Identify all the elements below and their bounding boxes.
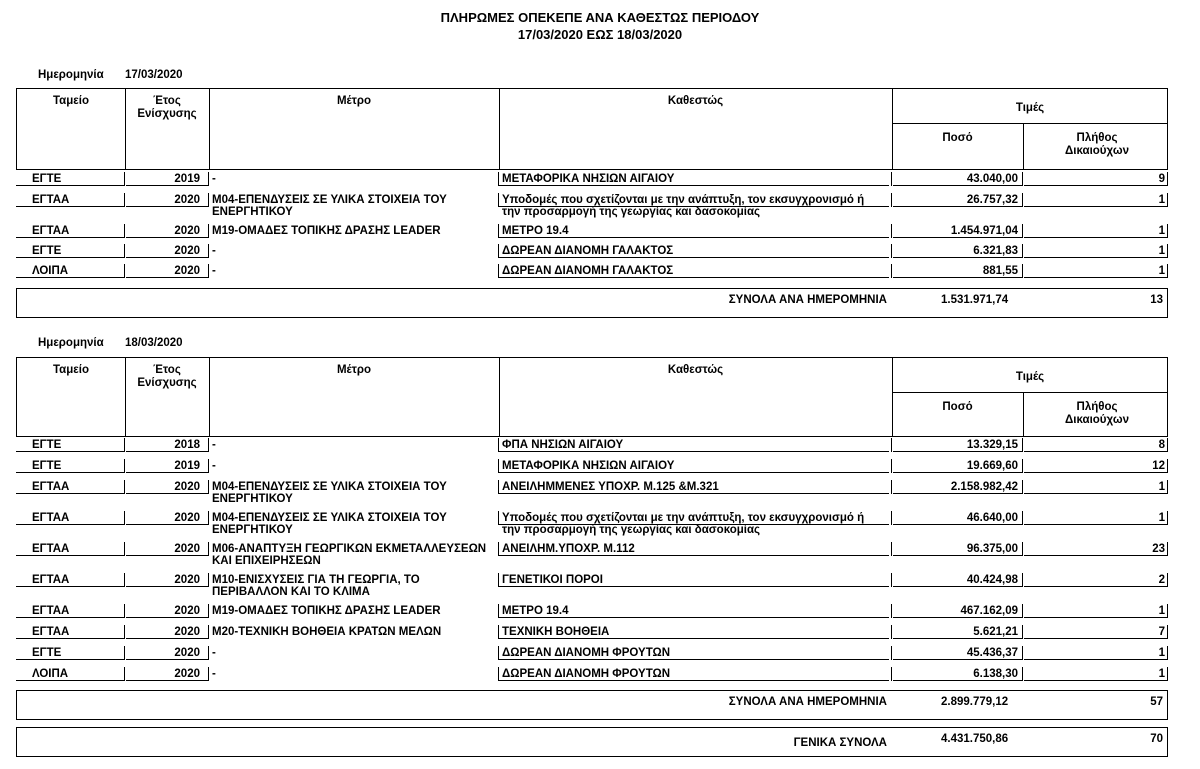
cell-tameio: ΕΓΤΑΑ	[32, 194, 70, 206]
table-row	[16, 224, 1168, 238]
cell-etos: 2020	[174, 605, 200, 617]
cell-kathestos: ΜΕΤΑΦΟΡΙΚΑ ΝΗΣΙΩΝ ΑΙΓΑΙΟΥ	[502, 460, 675, 472]
total-label: ΣΥΝΟΛΑ ΑΝΑ ΗΜΕΡΟΜΗΝΙΑ	[728, 294, 887, 306]
header-metro: Μέτρο	[336, 364, 372, 376]
cell-poso: 467.162,09	[960, 605, 1018, 617]
cell-kathestos: ΔΩΡΕΑΝ ΔΙΑΝΟΜΗ ΦΡΟΥΤΩΝ	[502, 668, 671, 680]
section-date-value: 17/03/2020	[125, 69, 183, 81]
cell-metro: Μ19-ΟΜΑΔΕΣ ΤΟΠΙΚΗΣ ΔΡΑΣΗΣ LEADER	[212, 225, 441, 237]
cell-plithos: 1	[1158, 647, 1165, 659]
cell-tameio: ΕΓΤΕ	[32, 245, 62, 257]
cell-tameio: ΕΓΤΑΑ	[32, 225, 70, 237]
header-tameio: Ταμείο	[53, 364, 89, 376]
cell-poso: 46.640,00	[966, 512, 1018, 524]
cell-tameio: ΛΟΙΠΑ	[32, 668, 69, 680]
cell-poso: 5.621,21	[973, 626, 1018, 638]
header-poso: Ποσό	[942, 401, 973, 413]
cell-poso: 881,55	[982, 265, 1018, 277]
cell-poso: 1.454.971,04	[950, 225, 1018, 237]
cell-plithos: 1	[1158, 265, 1165, 277]
cell-plithos: 7	[1158, 626, 1165, 638]
table-row	[16, 264, 1168, 278]
header-metro: Μέτρο	[336, 95, 372, 107]
date-label: Ημερομηνία	[38, 69, 104, 81]
cell-metro: -	[212, 647, 216, 659]
cell-etos: 2020	[174, 265, 200, 277]
header-kathestos: Καθεστώς	[667, 364, 724, 376]
cell-tameio: ΕΓΤΕ	[32, 460, 62, 472]
cell-tameio: ΕΓΤΑΑ	[32, 543, 70, 555]
cell-kathestos: ΓΕΝΕΤΙΚΟΙ ΠΟΡΟΙ	[502, 574, 603, 586]
cell-metro: -	[212, 460, 216, 472]
cell-tameio: ΕΓΤΑΑ	[32, 626, 70, 638]
cell-metro: -	[212, 668, 216, 680]
cell-poso: 96.375,00	[966, 543, 1018, 555]
cell-kathestos: ΤΕΧΝΙΚΗ ΒΟΗΘΕΙΑ	[502, 626, 610, 638]
section-total	[16, 288, 1168, 318]
cell-plithos: 23	[1152, 543, 1165, 555]
cell-poso: 13.329,15	[966, 439, 1018, 451]
grand-total-plithos: 70	[1150, 733, 1163, 745]
total-plithos: 13	[1150, 294, 1163, 306]
cell-poso: 19.669,60	[966, 460, 1018, 472]
table-row	[16, 646, 1168, 660]
header-tameio: Ταμείο	[53, 95, 89, 107]
total-plithos: 57	[1150, 696, 1163, 708]
section-total	[16, 690, 1168, 720]
header-times: Τιμές	[1015, 102, 1045, 114]
section-date-line	[38, 69, 183, 81]
total-poso: 1.531.971,74	[941, 294, 1009, 306]
header-kathestos: Καθεστώς	[667, 95, 724, 107]
table-row	[16, 193, 1168, 221]
header-poso: Ποσό	[942, 132, 973, 144]
cell-etos: 2020	[174, 647, 200, 659]
header-plithos: Πλήθος Δικαιούχων	[1065, 401, 1129, 426]
cell-poso: 43.040,00	[966, 173, 1018, 185]
total-poso: 2.899.779,12	[941, 696, 1009, 708]
grand-total	[16, 727, 1168, 757]
grand-total-label: ΓΕΝΙΚΑ ΣΥΝΟΛΑ	[793, 737, 887, 749]
cell-kathestos: ΑΝΕΙΛΗΜ.ΥΠΟΧΡ. Μ.112	[502, 543, 635, 555]
table-row	[16, 244, 1168, 258]
cell-metro: Μ04-ΕΠΕΝΔΥΣΕΙΣ ΣΕ ΥΛΙΚΑ ΣΤΟΙΧΕΙΑ ΤΟΥ ΕΝΕΡΓΗΤΙΚΟΥ	[212, 481, 447, 505]
grand-total-poso: 4.431.750,86	[941, 733, 1009, 745]
cell-etos: 2020	[174, 194, 200, 206]
cell-etos: 2020	[174, 574, 200, 586]
cell-kathestos: Υποδομές που σχετίζονται με την ανάπτυξη, τον εκσυγχρονισμό ή την προσαρμογή της γεωργίας και δασοκομίας	[502, 194, 865, 218]
cell-poso: 6.321,83	[973, 245, 1018, 257]
cell-plithos: 12	[1152, 460, 1165, 472]
cell-tameio: ΕΓΤΕ	[32, 647, 62, 659]
cell-metro: Μ06-ΑΝΑΠΤΥΞΗ ΓΕΩΡΓΙΚΩΝ ΕΚΜΕΤΑΛΛΕΥΣΕΩΝ ΚΑΙ ΕΠΙΧΕΙΡΗΣΕΩΝ	[212, 543, 487, 567]
section-date-value: 18/03/2020	[125, 337, 183, 349]
table-row	[16, 573, 1168, 601]
cell-kathestos: ΔΩΡΕΑΝ ΔΙΑΝΟΜΗ ΦΡΟΥΤΩΝ	[502, 647, 671, 659]
report-title: ΠΛΗΡΩΜΕΣ ΟΠΕΚΕΠΕ ΑΝΑ ΚΑΘΕΣΤΩΣ ΠΕΡΙΟΔΟΥ	[440, 10, 760, 25]
table-header	[16, 357, 1168, 437]
cell-etos: 2018	[174, 439, 200, 451]
cell-plithos: 8	[1158, 439, 1165, 451]
cell-etos: 2020	[174, 543, 200, 555]
cell-kathestos: ΦΠΑ ΝΗΣΙΩΝ ΑΙΓΑΙΟΥ	[502, 439, 624, 451]
cell-etos: 2020	[174, 626, 200, 638]
table-row	[16, 604, 1168, 618]
table-header	[16, 88, 1168, 170]
header-plithos: Πλήθος Δικαιούχων	[1065, 132, 1129, 157]
cell-kathestos: ΔΩΡΕΑΝ ΔΙΑΝΟΜΗ ΓΑΛΑΚΤΟΣ	[502, 245, 674, 257]
cell-metro: -	[212, 265, 216, 277]
total-label: ΣΥΝΟΛΑ ΑΝΑ ΗΜΕΡΟΜΗΝΙΑ	[728, 696, 887, 708]
cell-poso: 45.436,37	[966, 647, 1018, 659]
cell-metro: Μ19-ΟΜΑΔΕΣ ΤΟΠΙΚΗΣ ΔΡΑΣΗΣ LEADER	[212, 605, 441, 617]
cell-kathestos: ΜΕΤΡΟ 19.4	[502, 225, 569, 237]
cell-plithos: 1	[1158, 194, 1165, 206]
cell-tameio: ΕΓΤΑΑ	[32, 574, 70, 586]
cell-etos: 2020	[174, 512, 200, 524]
report-period: 17/03/2020 ΕΩΣ 18/03/2020	[517, 27, 683, 42]
cell-metro: -	[212, 439, 216, 451]
cell-plithos: 1	[1158, 668, 1165, 680]
cell-kathestos: Υποδομές που σχετίζονται με την ανάπτυξη, τον εκσυγχρονισμό ή την προσαρμογή της γεωργίας και δασοκομίας	[502, 512, 865, 536]
cell-kathestos: ΜΕΤΑΦΟΡΙΚΑ ΝΗΣΙΩΝ ΑΙΓΑΙΟΥ	[502, 173, 675, 185]
cell-metro: Μ20-ΤΕΧΝΙΚΗ ΒΟΗΘΕΙΑ ΚΡΑΤΩΝ ΜΕΛΩΝ	[212, 626, 442, 638]
cell-kathestos: ΑΝΕΙΛΗΜΜΕΝΕΣ ΥΠΟΧΡ. Μ.125 &Μ.321	[502, 481, 719, 493]
cell-etos: 2020	[174, 245, 200, 257]
cell-metro: Μ04-ΕΠΕΝΔΥΣΕΙΣ ΣΕ ΥΛΙΚΑ ΣΤΟΙΧΕΙΑ ΤΟΥ ΕΝΕΡΓΗΤΙΚΟΥ	[212, 194, 447, 218]
cell-etos: 2019	[174, 173, 200, 185]
cell-poso: 6.138,30	[973, 668, 1018, 680]
cell-metro: Μ04-ΕΠΕΝΔΥΣΕΙΣ ΣΕ ΥΛΙΚΑ ΣΤΟΙΧΕΙΑ ΤΟΥ ΕΝΕΡΓΗΤΙΚΟΥ	[212, 512, 447, 536]
cell-plithos: 1	[1158, 481, 1165, 493]
table-row	[16, 625, 1168, 639]
cell-metro: Μ10-ΕΝΙΣΧΥΣΕΙΣ ΓΙΑ ΤΗ ΓΕΩΡΓΙΑ, ΤΟ ΠΕΡΙΒΑΛΛΟΝ ΚΑΙ ΤΟ ΚΛΙΜΑ	[212, 574, 420, 598]
table-row	[16, 667, 1168, 681]
cell-metro: -	[212, 173, 216, 185]
cell-poso: 2.158.982,42	[950, 481, 1018, 493]
table-row	[16, 542, 1168, 570]
cell-tameio: ΕΓΤΑΑ	[32, 481, 70, 493]
header-etos: Έτος Ενίσχυσης	[137, 95, 197, 120]
table-row	[16, 438, 1168, 452]
date-label: Ημερομηνία	[38, 337, 104, 349]
table-row	[16, 511, 1168, 539]
cell-plithos: 1	[1158, 605, 1165, 617]
table-row	[16, 459, 1168, 473]
cell-plithos: 1	[1158, 512, 1165, 524]
table-row	[16, 172, 1168, 186]
cell-plithos: 1	[1158, 225, 1165, 237]
cell-kathestos: ΜΕΤΡΟ 19.4	[502, 605, 569, 617]
cell-tameio: ΕΓΤΑΑ	[32, 512, 70, 524]
cell-etos: 2019	[174, 460, 200, 472]
cell-metro: -	[212, 245, 216, 257]
cell-plithos: 1	[1158, 245, 1165, 257]
cell-plithos: 2	[1158, 574, 1165, 586]
header-times: Τιμές	[1015, 371, 1045, 383]
section-date-line	[38, 337, 183, 349]
cell-poso: 40.424,98	[966, 574, 1018, 586]
cell-etos: 2020	[174, 481, 200, 493]
table-row	[16, 480, 1168, 508]
cell-poso: 26.757,32	[966, 194, 1018, 206]
cell-plithos: 9	[1158, 173, 1165, 185]
cell-tameio: ΕΓΤΕ	[32, 439, 62, 451]
cell-tameio: ΕΓΤΑΑ	[32, 605, 70, 617]
cell-kathestos: ΔΩΡΕΑΝ ΔΙΑΝΟΜΗ ΓΑΛΑΚΤΟΣ	[502, 265, 674, 277]
cell-etos: 2020	[174, 668, 200, 680]
cell-etos: 2020	[174, 225, 200, 237]
cell-tameio: ΕΓΤΕ	[32, 173, 62, 185]
header-etos: Έτος Ενίσχυσης	[137, 364, 197, 389]
cell-tameio: ΛΟΙΠΑ	[32, 265, 69, 277]
